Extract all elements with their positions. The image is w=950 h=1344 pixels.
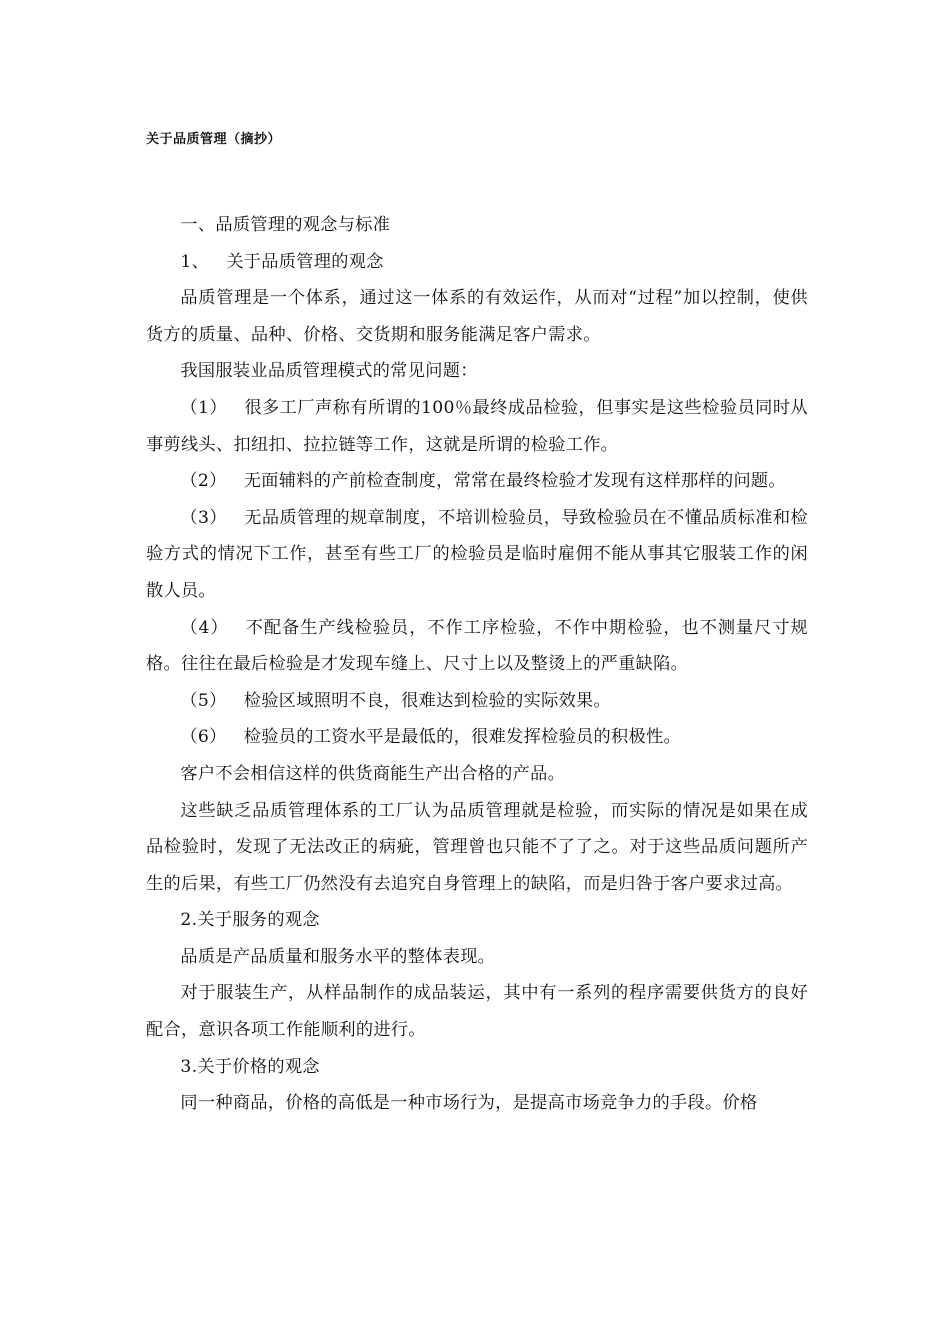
paragraph-text: 很多工厂声称有所谓的100％最终成品检验，但事实是这些检验员同时从事剪线头、扣纽扣、拉拉链等工作，这就是所谓的检验工作。 <box>146 397 808 455</box>
paragraph-text: 3.关于价格的观念 <box>180 1056 320 1077</box>
paragraph <box>146 975 808 1048</box>
paragraph <box>146 353 808 390</box>
paragraph-text: 无面辅料的产前检查制度，常常在最终检验才发现有这样那样的问题。 <box>243 471 786 492</box>
paragraph-number: （6） <box>180 727 227 748</box>
list-item <box>146 683 808 720</box>
paragraph-text: 对于服装生产，从样品制作的成品装运，其中有一系列的程序需要供货方的良好配合，意识各项工作能顺利的进行。 <box>146 983 808 1041</box>
paragraph-text: 一、品质管理的观念与标准 <box>180 215 391 235</box>
paragraph-number: （5） <box>180 690 227 711</box>
paragraph-number: （3） <box>180 507 228 528</box>
section-heading <box>146 1049 808 1086</box>
paragraph-text: 检验区域照明不良，很难达到检验的实际效果。 <box>243 690 612 711</box>
paragraph-text: 关于品质管理的观念 <box>226 251 384 272</box>
section-heading <box>146 902 808 939</box>
paragraph <box>146 756 808 793</box>
list-item <box>146 719 808 756</box>
paragraph-number: （4） <box>180 617 229 638</box>
document-body <box>146 207 808 1122</box>
paragraph-text: 品质是产品质量和服务水平的整体表现。 <box>180 946 496 967</box>
paragraph-text: 同一种商品，价格的高低是一种市场行为，是提高市场竞争力的手段。价格 <box>180 1093 758 1114</box>
paragraph <box>146 207 808 244</box>
list-item <box>146 610 808 683</box>
paragraph <box>146 793 808 903</box>
paragraph-text: 2.关于服务的观念 <box>180 910 320 931</box>
paragraph-text: 客户不会相信这样的供货商能生产出合格的产品。 <box>180 763 566 784</box>
paragraph <box>146 244 808 281</box>
document-title: 关于品质管理（摘抄） <box>146 132 282 147</box>
list-item <box>146 390 808 463</box>
paragraph-number: 1、 <box>180 251 210 272</box>
paragraph-text: 检验员的工资水平是最低的，很难发挥检验员的积极性。 <box>243 727 681 748</box>
paragraph-text: 品质管理是一个体系，通过这一体系的有效运作，从而对“过程”加以控制，使供货方的质量、品种、价格、交货期和服务能满足客户需求。 <box>146 288 808 345</box>
paragraph-number: （1） <box>180 397 228 418</box>
paragraph-number: （2） <box>180 471 227 492</box>
paragraph-text: 我国服装业品质管理模式的常见问题： <box>180 361 478 382</box>
paragraph <box>146 280 808 353</box>
paragraph-text: 不配备生产线检验员，不作工序检验，不作中期检验，也不测量尺寸规格。往往在最后检验是才发现车缝上、尺寸上以及整烫上的严重缺陷。 <box>146 617 808 675</box>
paragraph <box>146 1085 808 1122</box>
list-item <box>146 463 808 500</box>
paragraph <box>146 939 808 976</box>
paragraph-text: 这些缺乏品质管理体系的工厂认为品质管理就是检验，而实际的情况是如果在成品检验时，发现了无法改正的病疵，管理曾也只能不了了之。对于这些品质问题所产生的后果，有些工厂仍然没有去追究自身管理上的缺陷，而是归咎于客户要求过高。 <box>146 800 808 894</box>
list-item <box>146 500 808 610</box>
paragraph-text: 无品质管理的规章制度，不培训检验员，导致检验员在不懂品质标准和检验方式的情况下工作，甚至有些工厂的检验员是临时雇佣不能从事其它服装工作的闲散人员。 <box>146 507 808 601</box>
